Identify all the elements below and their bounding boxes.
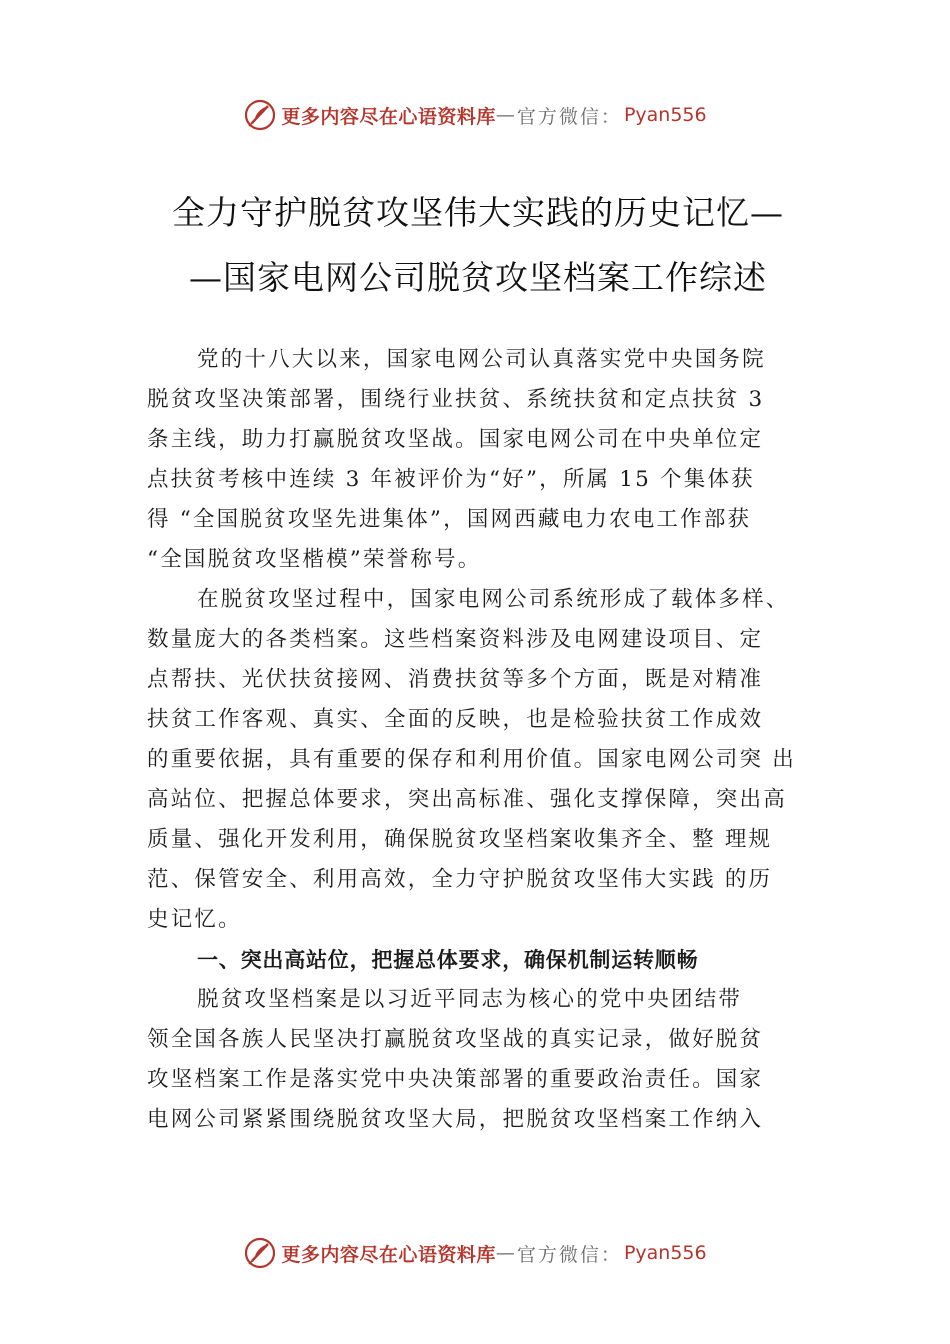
text-line: 党的十八大以来，国家电网公司认真落实党中央国务院 [197,347,766,372]
watermark-separator: — [495,104,517,126]
text-line: 脱贫攻坚决策部署，围绕行业扶贫、系统扶贫和定点扶贫 3 [147,387,765,412]
text-line: 史记忆。 [147,907,242,932]
text-line: 点扶贫考核中连续 3 年被评价为“好”，所属 15 个集体获 [147,467,755,492]
watermark-wechat-id: Pyan556 [623,1242,707,1264]
text-line: 攻坚档案工作是落实党中央决策部署的重要政治责任。国家 [147,1067,764,1092]
watermark-banner-bottom [0,1233,950,1273]
text-line: 在脱贫攻坚过程中，国家电网公司系统形成了载体多样、 [197,587,790,612]
text-line: 得 “全国脱贫攻坚先进集体”，国网西藏电力农电工作部获 [147,507,752,532]
document-body [147,340,807,1140]
paragraph-2 [147,580,807,940]
watermark-banner-top [0,95,950,135]
title-line-2: —国家电网公司脱贫攻坚档案工作综述 [189,258,767,297]
text-line: 点帮扶、光伏扶贫接网、消费扶贫等多个方面，既是对精准 [147,667,764,692]
text-line: 条主线，助力打赢脱贫攻坚战。国家电网公司在中央单位定 [147,427,764,452]
title-line-1: 全力守护脱贫攻坚伟大实践的历史记忆— [172,193,784,232]
document-title [148,180,808,310]
watermark-site-text: 更多内容尽在心语资料库 [281,105,496,128]
text-line: 范、保管安全、利用高效，全力守护脱贫攻坚伟大实践 的历 [147,867,773,892]
quill-logo-icon [243,98,277,132]
paragraph-3 [147,980,807,1140]
text-line: “全国脱贫攻坚楷模”荣誉称号。 [147,547,482,572]
section-heading-1: 一、突出高站位，把握总体要求，确保机制运转顺畅 [197,948,699,972]
text-line: 脱贫攻坚档案是以习近平同志为核心的党中央团结带 [197,987,743,1012]
watermark-separator: — [495,1242,517,1264]
text-line: 电网公司紧紧围绕脱贫攻坚大局，把脱贫攻坚档案工作纳入 [147,1107,764,1132]
watermark-wechat-label: 官方微信： [516,1243,622,1266]
quill-logo-icon [243,1236,277,1270]
text-line: 高站位、把握总体要求，突出高标准、强化支撑保障，突出高 [147,787,787,812]
text-line: 的重要依据，具有重要的保存和利用价值。国家电网公司突 出 [147,747,796,772]
text-line: 扶贫工作客观、真实、全面的反映，也是检验扶贫工作成效 [147,707,764,732]
text-line: 质量、强化开发利用，确保脱贫攻坚档案收集齐全、整 理规 [147,827,773,852]
watermark-wechat-label: 官方微信： [516,105,622,128]
paragraph-1 [147,340,807,580]
watermark-site-text: 更多内容尽在心语资料库 [281,1243,496,1266]
text-line: 数量庞大的各类档案。这些档案资料涉及电网建设项目、定 [147,627,764,652]
watermark-wechat-id: Pyan556 [623,104,707,126]
text-line: 领全国各族人民坚决打赢脱贫攻坚战的真实记录，做好脱贫 [147,1027,764,1052]
